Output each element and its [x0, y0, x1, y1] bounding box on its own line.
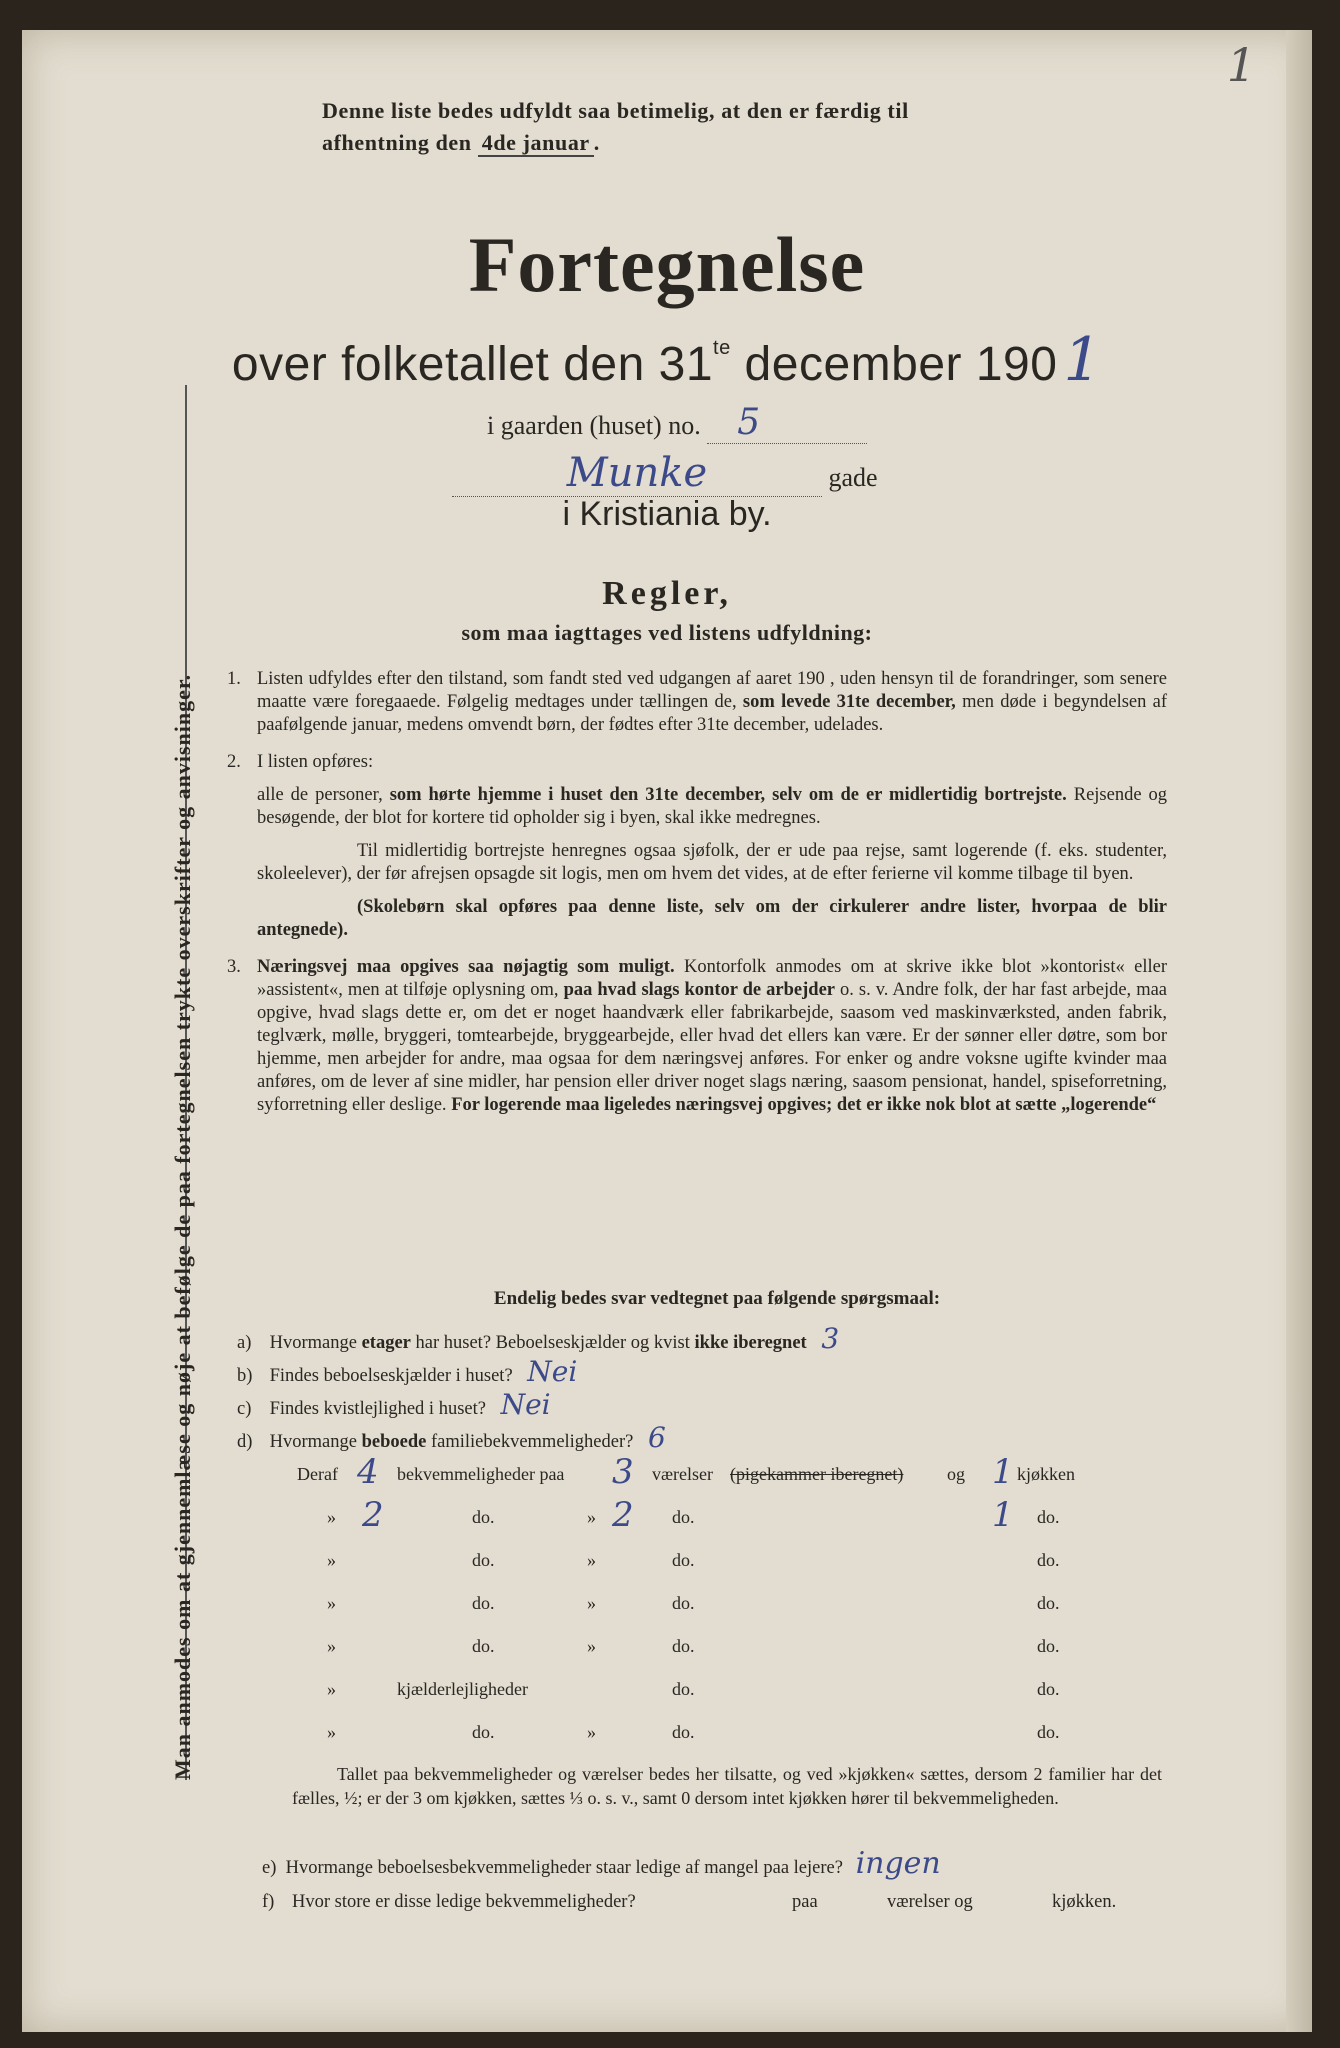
- street-name-fill: Munke: [452, 450, 822, 497]
- side-instruction: Man anmodes om at gjennemlæse og nøje at befølge de paa fortegnelsen trykte overskrifter og anvisninger.: [170, 673, 195, 1780]
- rooms-table: [297, 1452, 1137, 1759]
- rules-title: Regler,: [602, 575, 732, 612]
- rooms-row: » 2 do. » 2 do. 1 do.: [327, 1495, 1060, 1535]
- question-e: e) Hvormange beboelsesbekvemmeligheder staar ledige af mangel paa lejere? ingen: [262, 1846, 941, 1881]
- questions-section: [237, 1288, 1157, 1454]
- city-line: i Kristiania by.: [562, 495, 772, 533]
- answer-c: Nei: [500, 1388, 551, 1421]
- answer-e: ingen: [855, 1846, 941, 1881]
- census-form-page: 1 Man anmodes om at gjennemlæse og nøje at befølge de paa fortegnelsen trykte overskrifter og anvisninger. Denne liste bedes udfyldt saa betimelig, at den er færdig til afhentning den 4de januar . Fortegnelse over folketallet den $31^{te}$ december 190 1 i gaarden (huset) no. 5 Munke gade i Kristiania by. Regler, som maa iagttages ved listens udfyldning: 1. Listen udfyldes efter den tilstand, som fandt sted ved udgangen af aaret 190 , uden hensyn til de forandringer, som senere maatte være foregaaede. Følgelig medtages under tællingen de, som levede 31te december, men døde i begyndelsen af paafølgende januar, medens omvendt børn, der fødtes efter 31te december, udelades. 2. I listen opføres: alle de personer, som hørte hjemme i huset den 31te december, selv om de er midlertidig bortrejste. Rejsende og besøgende, der blot for kortere tid opholder sig i byen, skal ikke medregnes. Til midlertidig bortrejste henregnes ogsaa sjøfolk, der er ude paa rejse, samt logerende (f. eks. studenter, skoleelever), der før afrejsen opsagde sit logis, men om hvem det vides, at de efter ferierne vil komme tilbage til byen. (Skolebørn skal opføres paa denne liste, selv om der cirkulerer andre lister, hvorpaa de blir antegnede). 3. Næringsvej maa opgives saa nøjagtig som muligt. Kontorfolk anmodes om at skrive ikke blot »kontorist« eller »assistent«, men at tilføje oplysning om, paa hvad slags kontor de arbejder o. s. v. Andre folk, der har fast arbejde, maa opgive, hvad slags dette er, om det er noget haandværk eller fabrikarbejde, saasom ved maskinværksted, anden fabrik, teglværk, mølle, bryggeri, tomtearbejde, bryggearbejde, eller hvad det ellers kan være. Er der sønner eller døtre, som bor hjemme, men arbejder for andre, maa ogsaa for dem næringsvej anføres. For enker og andre voksne ugifte kvinder maa anføres, om de lever af sine midler, har pension eller driver noget slags næring, saasom pensionat, handel, spiseforretning, syforretning eller deslige. For logerende maa ligeledes næringsvej opgives; det er ikke nok blot at sætte „logerende“ Endelig bedes svar vedtegnet paa følgende spørgsmaal: a) Hvormange etager har huset? Beboelseskjælder og kvist ikke iberegnet 3 b) Findes beboelseskjælder i huset? Nei c) Findes kvistlejlighed i huset? Nei d) Hvormange beboede familiebekvemmeligheder? 6 Deraf 4 bekvemmeligheder paa 3 værelser (pigekammer iberegnet) og 1 kjøkken » 2 do. » 2 do. 1 do. » do. » do. do. » do. » do. do. » do. » do. do. » kjælderlejligheder do. do. » do. » do. do. Tallet paa bekvemmeligheder og værelser bedes her tilsatte, og ved »kjøkken« sættes, dersom 2 familier har det fælles, ½; er der 3 om kjøkken, sættes ⅓ o. s. v., samt 0 dersom intet kjøkken hører til bekvemmeligheden. e) Hvormange beboelsesbekvemmeligheder staar ledige af mangel paa lejere? ingen f) Hvor store er disse ledige bekvemmeligheder? paa værelser og kjøkken.: [22, 30, 1312, 2032]
- house-number-fill: 5: [707, 402, 867, 444]
- street-line: Munke gade: [452, 450, 878, 497]
- rooms-row: » do. » do. do.: [327, 1722, 1060, 1742]
- answer-b: Nei: [527, 1355, 578, 1388]
- rooms-row: Deraf 4 bekvemmeligheder paa 3 værelser (pigekammer iberegnet) og 1 kjøkken: [297, 1452, 1075, 1492]
- rooms-row: » kjælderlejligheder do. do.: [327, 1679, 1060, 1699]
- rooms-row: » do. » do. do.: [327, 1550, 1060, 1570]
- rule-2: 2. I listen opføres: alle de personer, som hørte hjemme i huset den 31te december, selv om de er midlertidig bortrejste. Rejsende og besøgende, der blot for kortere tid opholder sig i byen, skal ikke medregnes. Til midlertidig bortrejste henregnes ogsaa sjøfolk, der er ude paa rejse, samt logerende (f. eks. studenter, skoleelever), der før afrejsen opsagde sit logis, men om hvem det vides, at de efter ferierne vil komme tilbage til byen. (Skolebørn skal opføres paa denne liste, selv om der cirkulerer andre lister, hvorpaa de blir antegnede).: [227, 752, 1168, 940]
- notice-line-2: afhentning den 4de januar .: [322, 130, 600, 155]
- form-subtitle: over folketallet den $31^{te}$ december 190 1: [231, 325, 1103, 395]
- rules-subtitle: som maa iagttages ved listens udfyldning:: [461, 620, 873, 645]
- pickup-date: 4de januar: [478, 130, 594, 157]
- answer-d: 6: [647, 1421, 666, 1454]
- question-c: c) Findes kvistlejlighed i huset? Nei: [237, 1388, 551, 1421]
- rules-list: [227, 668, 1167, 1131]
- rooms-note: Tallet paa bekvemmeligheder og værelser bedes her tilsatte, og ved »kjøkken« sættes, dersom 2 familier har det fælles, ½; er der 3 om kjøkken, sættes ⅓ o. s. v., samt 0 dersom intet kjøkken hører til bekvemmeligheden.: [292, 1764, 1162, 1808]
- notice-line-1: Denne liste bedes udfyldt saa betimelig, at den er færdig til: [322, 98, 909, 123]
- question-d: d) Hvormange beboede familiebekvemmeligheder? 6: [237, 1421, 666, 1454]
- rooms-row: » do. » do. do.: [327, 1636, 1060, 1656]
- pickup-notice: [322, 95, 1172, 159]
- page-number-mark: 1: [1226, 38, 1256, 92]
- question-a: a) Hvormange etager har huset? Beboelseskjælder og kvist ikke iberegnet 3: [237, 1322, 840, 1355]
- question-b: b) Findes beboelseskjælder i huset? Nei: [237, 1355, 578, 1388]
- form-title: Fortegnelse: [468, 221, 866, 308]
- rooms-row: » do. » do. do.: [327, 1593, 1060, 1613]
- rule-1: 1. Listen udfyldes efter den tilstand, som fandt sted ved udgangen af aaret 190 , uden hensyn til de forandringer, som senere maatte være foregaaede. Følgelig medtages under tællingen de, som levede 31te december, men døde i begyndelsen af paafølgende januar, medens omvendt børn, der fødtes efter 31te december, udelades.: [227, 669, 1168, 735]
- rule-3: 3. Næringsvej maa opgives saa nøjagtig som muligt. Kontorfolk anmodes om at skrive ikke blot »kontorist« eller »assistent«, men at tilføje oplysning om, paa hvad slags kontor de arbejder o. s. v. Andre folk, der har fast arbejde, maa opgive, hvad slags dette er, om det er noget haandværk eller fabrikarbejde, saasom ved maskinværksted, anden fabrik, teglværk, mølle, bryggeri, tomtearbejde, bryggearbejde, eller hvad det ellers kan være. Er der sønner eller døtre, som bor hjemme, men arbejder for andre, maa ogsaa for dem næringsvej anføres. For enker og andre voksne ugifte kvinder maa anføres, om de lever af sine midler, har pension eller driver noget slags næring, saasom pensionat, handel, spiseforretning, syforretning eller deslige. For logerende maa ligeledes næringsvej opgives; det er ikke nok blot at sætte „logerende“: [227, 957, 1168, 1115]
- house-number-line: i gaarden (huset) no. 5: [487, 402, 867, 444]
- year-fill: 1: [1063, 325, 1103, 395]
- questions-title: Endelig bedes svar vedtegnet paa følgende spørgsmaal:: [493, 1288, 941, 1309]
- answer-a: 3: [821, 1322, 840, 1355]
